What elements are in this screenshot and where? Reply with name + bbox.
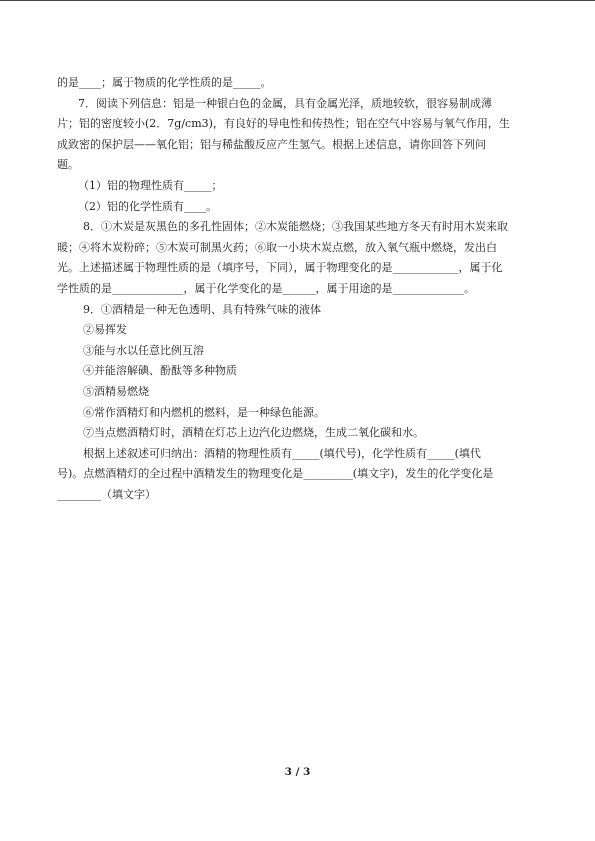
list-item: ⑤酒精易燃烧 bbox=[83, 384, 149, 398]
question-8-line: 8．①木炭是灰黑色的多孔性固体；②木炭能燃烧；③我国某些地方冬天有时用木炭来取 bbox=[83, 220, 508, 234]
list-item: ⑦当点燃酒精灯时，酒精在灯芯上边汽化边燃烧，生成二氧化碳和水。 bbox=[83, 426, 424, 440]
question-9-line: 9．①酒精是一种无色透明、具有特殊气味的液体 bbox=[83, 302, 321, 316]
list-item: ②易挥发 bbox=[83, 323, 127, 337]
sub-question-1: （1）铝的物理性质有_____； bbox=[78, 178, 223, 192]
text-line: 片；铝的密度较小(2．7g/cm3)，有良好的导电性和传热性；铝在空气中容易与氧气作用，生 bbox=[57, 117, 510, 131]
header-rule bbox=[0, 0, 595, 1]
text-line: 号)。点燃酒精灯的全过程中酒精发生的物理变化是_________(填文字)，发生的化学变化是 bbox=[57, 467, 494, 481]
list-item: ⑥常作酒精灯和内燃机的燃料，是一种绿色能源。 bbox=[83, 405, 325, 419]
sub-question-2: （2）铝的化学性质有____。 bbox=[78, 199, 217, 213]
summary-line: 根据上述叙述可归纳出：酒精的物理性质有_____(填代号)，化学性质有_____(填代 bbox=[83, 446, 481, 460]
text-line: 的是____；属于物质的化学性质的是_____。 bbox=[57, 76, 272, 89]
text-line: 暖；④将木炭粉碎；⑤木炭可制黑火药；⑥取一小块木炭点燃，放入氧气瓶中燃烧，发出白 bbox=[57, 240, 497, 254]
document-body bbox=[57, 73, 540, 505]
question-7-line: 7．阅读下列信息：铝是一种银白色的金属，具有金属光泽，质地较软，很容易制成薄 bbox=[78, 96, 492, 110]
list-item: ③能与水以任意比例互溶 bbox=[83, 343, 204, 357]
text-line: ________（填文字） bbox=[57, 487, 156, 501]
text-line: 成致密的保护层——氧化铝；铝与稀盐酸反应产生氢气。根据上述信息，请你回答下列问 bbox=[57, 137, 486, 151]
text-line: 学性质的是_____________，属于化学变化的是______，属于用途的是_____________。 bbox=[57, 281, 475, 295]
text-line: 题。 bbox=[57, 158, 79, 172]
text-line: 光。上述描述属于物理性质的是（填序号，下同），属于物理变化的是____________，属于化 bbox=[57, 261, 503, 275]
page-number: 3 / 3 bbox=[284, 766, 311, 778]
list-item: ④并能溶解碘、酚酞等多种物质 bbox=[83, 364, 237, 378]
